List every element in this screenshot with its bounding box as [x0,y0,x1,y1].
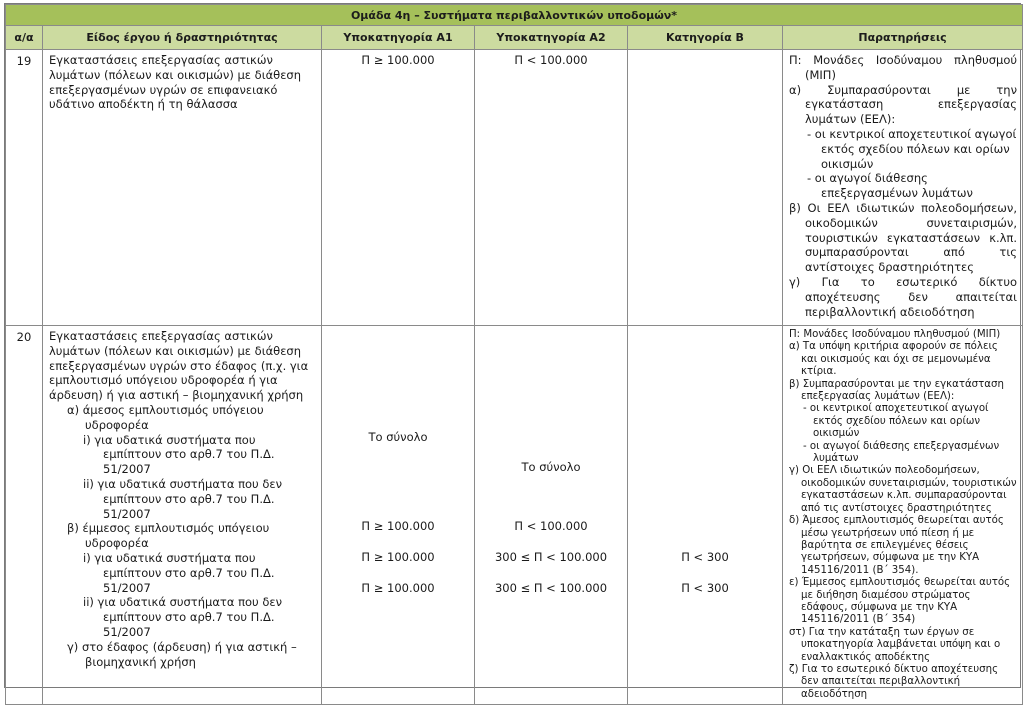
a2-value-c: 300 ≤ Π < 100.000 [494,581,608,595]
table-header-row [6,26,1023,50]
note-c: γ) Για το εσωτερικό δίκτυο αποχέτευσης δεν απαιτείται περιβαλλοντική αδειοδότηση [789,274,1018,319]
document-table-frame [4,3,1021,700]
row-a1-values [322,326,475,705]
note-c: γ) Οι ΕΕΛ ιδιωτικών πολεοδομήσεων, οικοδομικών συνεταιρισμών, τουριστικών εγκαταστάσεων κ.λπ. συμπαρασύρονται από τις αντίστοιχες δραστηριότητες [789,465,1017,514]
a1-value-b-i: Π ≥ 100.000 [361,519,435,533]
note-dash-1: - οι κεντρικοί αποχετευτικοί αγωγοί εκτός σχεδίου πόλεων και ορίων οικισμών [807,126,1017,171]
a1-value-b-ii: Π ≥ 100.000 [361,550,435,564]
note-e: ε) Έμμεσος εμπλουτισμός θεωρείται αυτός με διήθηση διαμέσου στρώματος εδάφους, σύμφωνα με την ΚΥΑ 145116/2011 (Β΄ 354) [789,577,1011,626]
sub-b-ii: ii) για υδατικά συστήματα που δεν εμπίπτουν στο αρθ.7 του Π.Δ. 51/2007 [83,595,283,639]
sub-a-ii: ii) για υδατικά συστήματα που δεν εμπίπτουν στο αρθ.7 του Π.Δ. 51/2007 [83,476,283,521]
header-a1: Υποκατηγορία Α1 [322,26,475,50]
row-a2-values [475,326,628,705]
note-dash-1: - οι κεντρικοί αποχετευτικοί αγωγοί εκτός σχεδίου πόλεων και ορίων οικισμών [803,403,989,440]
a1-value-a: Το σύνολο [368,430,428,444]
table-row [6,50,1023,326]
a2-value-b-i: Π < 100.000 [514,519,588,533]
row-description-main: Εγκαταστάσεις επεξεργασίας αστικών λυμάτων (πόλεων και οικισμών) με διάθεση επεξεργασμένων υγρών στο έδαφος (π.χ. για εμπλουτισμό υπόγειου υδροφορέα ή για άρδευση) ή για αστική – βιομηχανική χρήση [49,329,309,403]
note-p: Π: Μονάδες Ισοδύναμου πληθυσμού (ΜΙΠ) [789,53,1018,82]
note-d: δ) Άμεσος εμπλουτισμός θεωρείται αυτός μέσω γεωτρήσεων υπό πίεση ή με βαρύτητα σε επιλεγμένες θέσεις γεωτρήσεων, σύμφωνα με την ΚΥΑ 145116/2011 (Β΄ 354). [789,515,1004,576]
a2-value-a: Το σύνολο [521,460,581,474]
header-notes: Παρατηρήσεις [783,26,1023,50]
environmental-infrastructure-table [5,4,1023,705]
header-aa: α/α [6,26,43,50]
row-notes [783,326,1023,705]
sub-b-i: i) για υδατικά συστήματα που εμπίπτουν στο αρθ.7 του Π.Δ. 51/2007 [83,550,275,595]
b-value-b-ii: Π < 300 [681,550,729,564]
sub-b: β) έμμεσος εμπλουτισμός υπόγειου υδροφορέα [67,521,270,551]
note-a: α) Συμπαρασύρονται με την εγκατάσταση επεξεργασίας λυμάτων (ΕΕΛ): [789,82,1018,127]
note-dash-2: - οι αγωγοί διάθεσης επεξεργασμένων λυμάτων [803,440,1000,465]
header-a2: Υποκατηγορία Α2 [475,26,628,50]
row-b-value [628,50,783,326]
note-p: Π: Μονάδες Ισοδύναμου πληθυσμού (ΜΙΠ) [789,329,1001,340]
table-title-row [6,5,1023,26]
row-a2-value: Π < 100.000 [475,50,628,326]
note-b: β) Συμπαρασύρονται με την εγκατάσταση επεξεργασίας λυμάτων (ΕΕΛ): [789,378,1004,403]
sub-a-i: i) για υδατικά συστήματα που εμπίπτουν στο αρθ.7 του Π.Δ. 51/2007 [83,432,275,477]
a2-value-b-ii: 300 ≤ Π < 100.000 [494,550,608,564]
note-a: α) Τα υπόψη κριτήρια αφορούν σε πόλεις και οικισμούς και όχι σε μεμονωμένα κτίρια. [789,341,998,378]
row-number: 19 [6,50,43,326]
row-a1-value: Π ≥ 100.000 [322,50,475,326]
row-b-values [628,326,783,705]
sub-c: γ) στο έδαφος (άρδευση) ή για αστική – βιομηχανική χρήση [67,639,297,669]
note-dash-2: - οι αγωγοί διάθεσης επεξεργασμένων λυμάτων [807,171,973,201]
table-row [6,326,1023,705]
header-type: Είδος έργου ή δραστηριότητας [43,26,322,50]
sub-a: α) άμεσος εμπλουτισμός υπόγειου υδροφορέα [67,402,264,432]
row-number: 20 [6,326,43,705]
header-b: Κατηγορία Β [628,26,783,50]
note-st: στ) Για την κατάταξη των έργων σε υποκατηγορία λαμβάνεται υπόψη και ο εναλλακτικός αποδέκτης [789,626,1001,663]
row-notes [783,50,1023,326]
b-value-c: Π < 300 [681,581,729,595]
row-description: Εγκαταστάσεις επεξεργασίας αστικών λυμάτων (πόλεων και οικισμών) με διάθεση επεξεργασμένων υγρών σε επιφανειακό υδάτινο αποδέκτη ή τη θάλασσα [43,50,322,326]
a1-value-c: Π ≥ 100.000 [361,581,435,595]
note-z: ζ) Για το εσωτερικό δίκτυο αποχέτευσης δεν απαιτείται περιβαλλοντική αδειοδότηση [789,663,999,700]
note-b: β) Οι ΕΕΛ ιδιωτικών πολεοδομήσεων, οικοδομικών συνεταιρισμών, τουριστικών εγκαταστάσεων κ.λπ. συμπαρασύρονται από τις αντίστοιχες δραστηριότητες [789,200,1018,275]
table-title: Ομάδα 4η – Συστήματα περιβαλλοντικών υποδομών* [6,5,1023,26]
row-description [43,326,322,705]
